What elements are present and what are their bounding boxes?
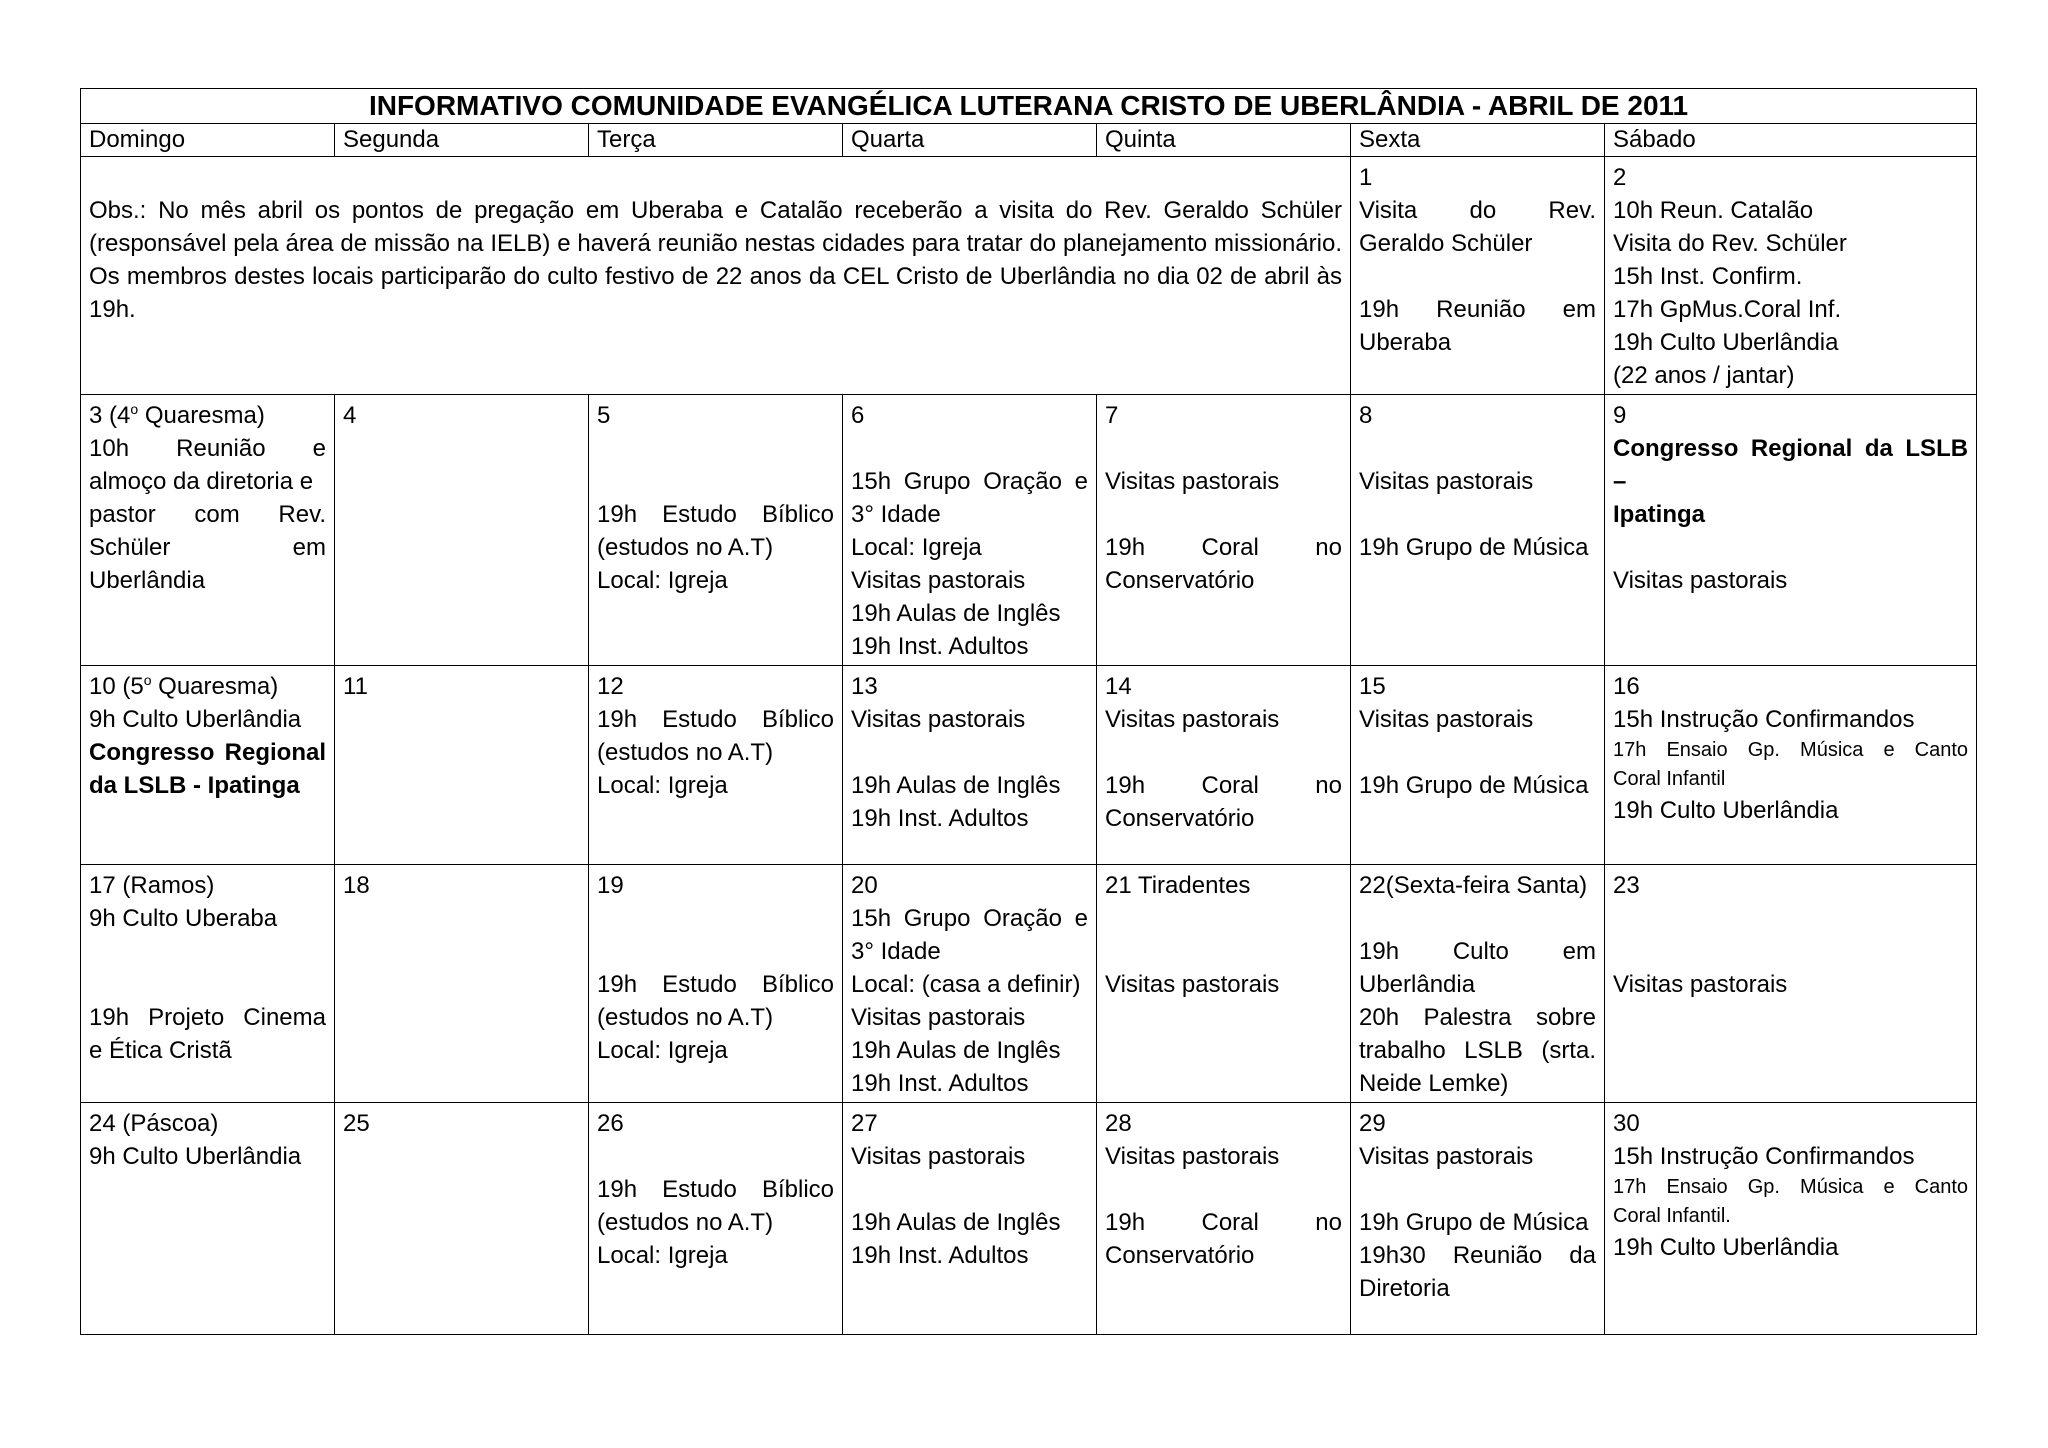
day-cell-22 — [1351, 865, 1605, 1103]
ordinal-superscript: o — [143, 672, 152, 688]
event-line: 15h Instrução Confirmandos — [1613, 706, 1915, 733]
day-number: 24 (Páscoa) — [89, 1110, 219, 1137]
april-calendar-table — [80, 88, 1977, 1335]
day-number: 20 — [851, 872, 878, 899]
event-line: Visitas pastorais — [1359, 706, 1534, 733]
day-number: 30 — [1613, 1110, 1640, 1137]
day-number: 23 — [1613, 872, 1640, 899]
day-cell-4 — [335, 395, 589, 666]
event-line: 9h Culto Uberaba — [89, 905, 278, 932]
event-line: 19h Culto Uberlândia — [1613, 797, 1839, 824]
event-line: Neide Lemke) — [1359, 1070, 1509, 1097]
blank-line — [1359, 432, 1596, 465]
event-line: 19h30 Reunião da — [1359, 1242, 1596, 1269]
weekday-sabado: Sábado — [1605, 124, 1977, 157]
day-cell-5 — [589, 395, 843, 666]
day-number-rest: Quaresma) — [138, 402, 265, 429]
blank-line — [851, 432, 1088, 465]
day-number: 9 — [1613, 402, 1627, 429]
blank-line — [597, 432, 834, 465]
day-cell-15 — [1351, 666, 1605, 865]
day-number: 26 — [597, 1110, 624, 1137]
event-line: 10h Reunião e — [89, 435, 326, 462]
event-line: Schüler em — [89, 534, 326, 561]
event-line: (estudos no A.T) — [597, 1004, 774, 1031]
day-cell-12 — [589, 666, 843, 865]
event-line: 19h Aulas de Inglês — [851, 772, 1061, 799]
blank-line — [1105, 498, 1342, 531]
event-line: Visitas pastorais — [1359, 468, 1534, 495]
event-line: 3° Idade — [851, 938, 941, 965]
day-cell-10 — [81, 666, 335, 865]
day-cell-25 — [335, 1103, 589, 1335]
event-line: 9h Culto Uberlândia — [89, 706, 302, 733]
day-number: 27 — [851, 1110, 878, 1137]
weekday-segunda: Segunda — [335, 124, 589, 157]
event-line: almoço da diretoria e — [89, 468, 314, 495]
weekday-terca: Terça — [589, 124, 843, 157]
blank-line — [1105, 902, 1342, 935]
event-line: 15h Grupo Oração e — [851, 468, 1088, 495]
day-number: 21 Tiradentes — [1105, 872, 1251, 899]
event-line: trabalho LSLB (srta. — [1359, 1037, 1596, 1064]
day-number: 4 — [343, 402, 357, 429]
weekday-sexta: Sexta — [1351, 124, 1605, 157]
event-line: 19h Coral no — [1105, 534, 1342, 561]
event-line: Visitas pastorais — [851, 706, 1026, 733]
event-line: e Ética Cristã — [89, 1037, 232, 1064]
blank-line — [851, 1173, 1088, 1206]
day-number: 6 — [851, 402, 865, 429]
event-line: 19h Aulas de Inglês — [851, 1037, 1061, 1064]
event-line: 19h Inst. Adultos — [851, 1070, 1029, 1097]
document-title: INFORMATIVO COMUNIDADE EVANGÉLICA LUTERANA CRISTO DE UBERLÂNDIA - ABRIL DE 2011 — [81, 89, 1977, 124]
week-row-3 — [81, 666, 1977, 865]
event-line: (estudos no A.T) — [597, 739, 774, 766]
day-cell-19 — [589, 865, 843, 1103]
event-line: Geraldo Schüler — [1359, 230, 1533, 257]
day-number: 22(Sexta-feira Santa) — [1359, 872, 1588, 899]
event-line: (22 anos / jantar) — [1613, 362, 1795, 389]
blank-line — [1613, 935, 1968, 968]
event-line: 19h Coral no — [1105, 772, 1342, 799]
day-number: 17 (Ramos) — [89, 872, 215, 899]
event-line: Local: Igreja — [597, 1037, 728, 1064]
week-row-2 — [81, 395, 1977, 666]
event-line: 19h Inst. Adultos — [851, 633, 1029, 660]
blank-line — [1359, 736, 1596, 769]
day-cell-20 — [843, 865, 1097, 1103]
day-cell-3 — [81, 395, 335, 666]
blank-line — [597, 935, 834, 968]
blank-line — [597, 1140, 834, 1173]
day-number-text: 10 (5 — [89, 673, 144, 700]
event-line: Visitas pastorais — [1105, 1143, 1280, 1170]
weekday-header-row — [81, 124, 1977, 157]
event-line: Visitas pastorais — [1105, 971, 1280, 998]
event-line: (estudos no A.T) — [597, 534, 774, 561]
event-line: Uberlândia — [1359, 971, 1476, 998]
blank-line — [1359, 260, 1596, 293]
event-line: pastor com Rev. — [89, 501, 326, 528]
day-number: 5 — [597, 402, 611, 429]
blank-line — [1359, 498, 1596, 531]
day-number: 29 — [1359, 1110, 1386, 1137]
blank-line — [1105, 1173, 1342, 1206]
weekday-quarta: Quarta — [843, 124, 1097, 157]
day-cell-9 — [1605, 395, 1977, 666]
blank-line — [597, 902, 834, 935]
event-line: 19h Aulas de Inglês — [851, 1209, 1061, 1236]
event-line: 19h Grupo de Música — [1359, 772, 1589, 799]
day-number: 15 — [1359, 673, 1386, 700]
event-line: 19h Estudo Bíblico — [597, 971, 834, 998]
event-line: Visitas pastorais — [1105, 706, 1280, 733]
day-cell-29 — [1351, 1103, 1605, 1335]
event-line: 19h Culto Uberlândia — [1613, 1234, 1839, 1261]
day-cell-18 — [335, 865, 589, 1103]
event-line: Uberlândia — [89, 567, 206, 594]
blank-line — [1359, 902, 1596, 935]
event-line-small: 17h Ensaio Gp. Música e Canto — [1613, 1176, 1969, 1198]
day-number: 28 — [1105, 1110, 1132, 1137]
day-cell-1 — [1351, 157, 1605, 395]
observation-text: Obs.: No mês abril os pontos de pregação em Uberaba e Catalão receberão a visita do Rev. Geraldo Schüler (responsável pela área de missão na IELB) e haverá reunião nestas cidades para tratar do planejamento missionário. Os membros destes locais participarão do culto festivo de 22 anos da CEL Cristo de Uberlândia no dia 02 de abril às 19h. — [89, 197, 1342, 323]
event-line: Visitas pastorais — [851, 567, 1026, 594]
day-cell-8 — [1351, 395, 1605, 666]
day-number — [89, 670, 326, 703]
day-cell-27 — [843, 1103, 1097, 1335]
event-line: Local: Igreja — [597, 1242, 728, 1269]
blank-line — [1105, 432, 1342, 465]
event-line-bold: da LSLB - Ipatinga — [89, 772, 300, 799]
event-line: Visitas pastorais — [851, 1143, 1026, 1170]
event-line: Visitas pastorais — [1613, 567, 1788, 594]
ordinal-superscript: o — [130, 401, 139, 417]
weekday-domingo: Domingo — [81, 124, 335, 157]
day-number-text: 3 (4 — [89, 402, 131, 429]
day-cell-23 — [1605, 865, 1977, 1103]
blank-line — [1359, 1173, 1596, 1206]
event-line: 9h Culto Uberlândia — [89, 1143, 302, 1170]
day-cell-2 — [1605, 157, 1977, 395]
day-number: 18 — [343, 872, 370, 899]
week-row-1 — [81, 157, 1977, 395]
day-number-rest: Quaresma) — [151, 673, 279, 700]
event-line: Conservatório — [1105, 567, 1255, 594]
event-line: Local: (casa a definir) — [851, 971, 1081, 998]
event-line-small: Coral Infantil. — [1613, 1205, 1731, 1227]
blank-line — [1613, 531, 1968, 564]
blank-line — [1105, 736, 1342, 769]
week-row-4 — [81, 865, 1977, 1103]
event-line: 10h Reun. Catalão — [1613, 197, 1814, 224]
day-cell-26 — [589, 1103, 843, 1335]
day-cell-30 — [1605, 1103, 1977, 1335]
day-number: 1 — [1359, 164, 1373, 191]
event-line: Diretoria — [1359, 1275, 1450, 1302]
event-line: Conservatório — [1105, 805, 1255, 832]
observation-cell — [81, 157, 1351, 395]
event-line: 19h Estudo Bíblico — [597, 706, 834, 733]
day-cell-13 — [843, 666, 1097, 865]
event-line: Local: Igreja — [851, 534, 982, 561]
blank-line — [1613, 902, 1968, 935]
event-line: Conservatório — [1105, 1242, 1255, 1269]
week-row-5 — [81, 1103, 1977, 1335]
day-number: 19 — [597, 872, 624, 899]
event-line: 15h Inst. Confirm. — [1613, 263, 1803, 290]
event-line-bold: Ipatinga — [1613, 501, 1706, 528]
day-cell-17 — [81, 865, 335, 1103]
day-cell-16 — [1605, 666, 1977, 865]
event-line-bold: Congresso Regional — [89, 739, 326, 766]
day-number: 7 — [1105, 402, 1119, 429]
event-line-small: 17h Ensaio Gp. Música e Canto — [1613, 739, 1969, 761]
title-row — [81, 89, 1977, 124]
blank-line — [597, 465, 834, 498]
day-number: 25 — [343, 1110, 370, 1137]
event-line: 19h Reunião em — [1359, 296, 1596, 323]
event-line: Local: Igreja — [597, 772, 728, 799]
event-line: 19h Grupo de Música — [1359, 1209, 1589, 1236]
blank-line — [851, 736, 1088, 769]
event-line: 19h Aulas de Inglês — [851, 600, 1061, 627]
day-cell-21 — [1097, 865, 1351, 1103]
event-line: 19h Estudo Bíblico — [597, 1176, 834, 1203]
event-line: 19h Estudo Bíblico — [597, 501, 834, 528]
event-line: (estudos no A.T) — [597, 1209, 774, 1236]
day-cell-11 — [335, 666, 589, 865]
day-cell-6 — [843, 395, 1097, 666]
event-line: Visita do Rev. — [1359, 197, 1596, 224]
day-number: 14 — [1105, 673, 1132, 700]
day-number: 11 — [343, 673, 368, 700]
event-line: 19h Grupo de Música — [1359, 534, 1589, 561]
day-number: 2 — [1613, 164, 1627, 191]
event-line: 3° Idade — [851, 501, 941, 528]
event-line: 15h Instrução Confirmandos — [1613, 1143, 1915, 1170]
day-number: 16 — [1613, 673, 1640, 700]
blank-line — [89, 935, 326, 968]
weekday-quinta: Quinta — [1097, 124, 1351, 157]
event-line: 19h Inst. Adultos — [851, 805, 1029, 832]
event-line: 17h GpMus.Coral Inf. — [1613, 296, 1842, 323]
event-line: 19h Culto em — [1359, 938, 1596, 965]
event-line: Visitas pastorais — [1105, 468, 1280, 495]
event-line: Visitas pastorais — [851, 1004, 1026, 1031]
event-line: Visita do Rev. Schüler — [1613, 230, 1847, 257]
event-line: Visitas pastorais — [1359, 1143, 1534, 1170]
event-line-bold: Congresso Regional da LSLB – — [1613, 435, 1969, 495]
day-cell-14 — [1097, 666, 1351, 865]
day-cell-7 — [1097, 395, 1351, 666]
day-cell-28 — [1097, 1103, 1351, 1335]
event-line: 19h Projeto Cinema — [89, 1004, 326, 1031]
event-line: Uberaba — [1359, 329, 1452, 356]
day-number: 13 — [851, 673, 878, 700]
event-line: 20h Palestra sobre — [1359, 1004, 1596, 1031]
event-line: 15h Grupo Oração e — [851, 905, 1088, 932]
day-cell-24 — [81, 1103, 335, 1335]
day-number: 12 — [597, 673, 624, 700]
blank-line — [89, 968, 326, 1001]
event-line: Local: Igreja — [597, 567, 728, 594]
event-line: 19h Coral no — [1105, 1209, 1342, 1236]
event-line: Visitas pastorais — [1613, 971, 1788, 998]
blank-line — [1105, 935, 1342, 968]
event-line: 19h Inst. Adultos — [851, 1242, 1029, 1269]
day-number: 8 — [1359, 402, 1373, 429]
day-number — [89, 399, 326, 432]
event-line: 19h Culto Uberlândia — [1613, 329, 1839, 356]
event-line-small: Coral Infantil — [1613, 768, 1726, 790]
